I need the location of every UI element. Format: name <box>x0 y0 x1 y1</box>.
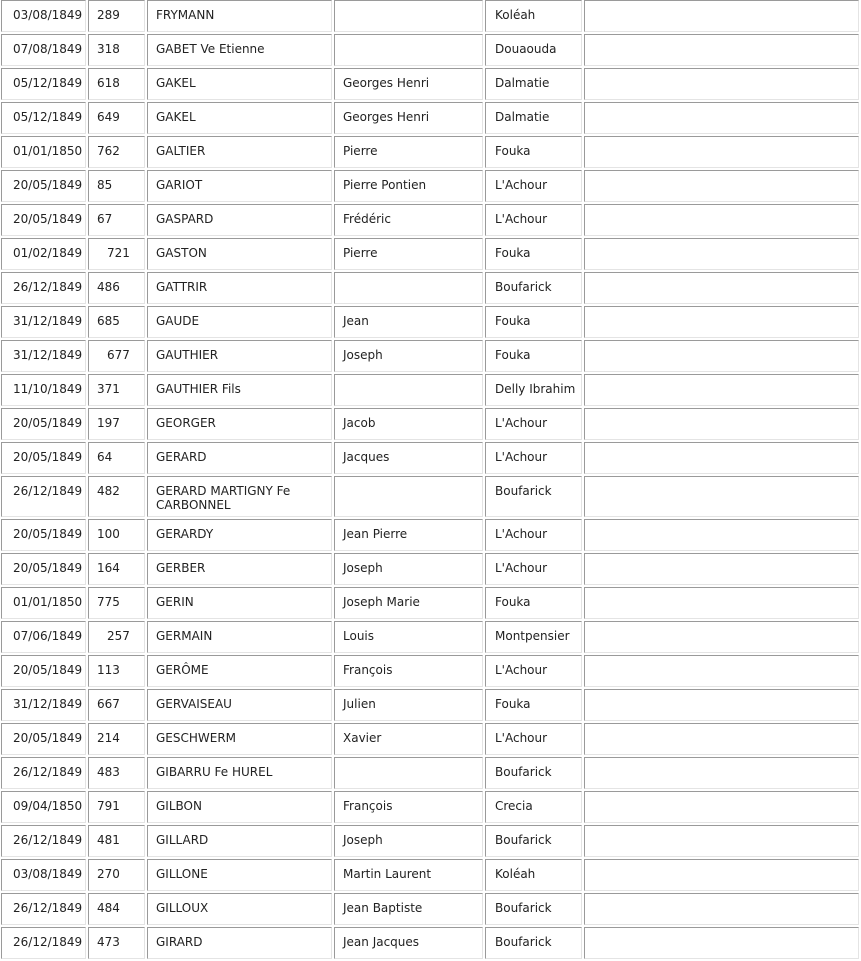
notes-cell <box>584 621 859 653</box>
firstname-cell: Jacques <box>334 442 483 474</box>
table-row <box>1 655 859 687</box>
date-cell: 31/12/1849 <box>1 306 86 338</box>
number-cell: 257 <box>88 621 145 653</box>
date-cell: 26/12/1849 <box>1 893 86 925</box>
table-row <box>1 553 859 585</box>
notes-cell <box>584 34 859 66</box>
place-cell: Dalmatie <box>485 68 582 100</box>
number-cell: 667 <box>88 689 145 721</box>
firstname-cell: Pierre <box>334 136 483 168</box>
date-cell: 09/04/1850 <box>1 791 86 823</box>
surname-cell: GAUTHIER <box>147 340 332 372</box>
place-cell: Fouka <box>485 689 582 721</box>
surname-cell: GILLONE <box>147 859 332 891</box>
surname-cell: FRYMANN <box>147 0 332 32</box>
surname-cell: GAUTHIER Fils <box>147 374 332 406</box>
place-cell: Fouka <box>485 238 582 270</box>
surname-cell: GILBON <box>147 791 332 823</box>
place-cell: Boufarick <box>485 893 582 925</box>
number-cell: 483 <box>88 757 145 789</box>
place-cell: Boufarick <box>485 927 582 959</box>
place-cell: L'Achour <box>485 408 582 440</box>
number-cell: 721 <box>88 238 145 270</box>
table-row <box>1 34 859 66</box>
table-row <box>1 621 859 653</box>
date-cell: 11/10/1849 <box>1 374 86 406</box>
surname-cell: GILLOUX <box>147 893 332 925</box>
number-cell: 100 <box>88 519 145 551</box>
number-cell: 775 <box>88 587 145 619</box>
surname-cell: GERARDY <box>147 519 332 551</box>
notes-cell <box>584 655 859 687</box>
surname-cell: GERARD <box>147 442 332 474</box>
number-cell: 289 <box>88 0 145 32</box>
table-row <box>1 757 859 789</box>
surname-cell: GERIN <box>147 587 332 619</box>
notes-cell <box>584 519 859 551</box>
place-cell: L'Achour <box>485 204 582 236</box>
table-row <box>1 204 859 236</box>
firstname-cell: Xavier <box>334 723 483 755</box>
place-cell: Boufarick <box>485 272 582 304</box>
table-row <box>1 893 859 925</box>
place-cell: Delly Ibrahim <box>485 374 582 406</box>
surname-cell: GASPARD <box>147 204 332 236</box>
firstname-cell: François <box>334 791 483 823</box>
date-cell: 20/05/1849 <box>1 170 86 202</box>
notes-cell <box>584 170 859 202</box>
date-cell: 31/12/1849 <box>1 689 86 721</box>
firstname-cell <box>334 374 483 406</box>
notes-cell <box>584 306 859 338</box>
number-cell: 113 <box>88 655 145 687</box>
place-cell: Fouka <box>485 340 582 372</box>
notes-cell <box>584 238 859 270</box>
firstname-cell <box>334 0 483 32</box>
number-cell: 85 <box>88 170 145 202</box>
place-cell: Boufarick <box>485 825 582 857</box>
place-cell: L'Achour <box>485 655 582 687</box>
surname-cell: GIRARD <box>147 927 332 959</box>
firstname-cell: Jean Baptiste <box>334 893 483 925</box>
notes-cell <box>584 553 859 585</box>
number-cell: 67 <box>88 204 145 236</box>
date-cell: 26/12/1849 <box>1 825 86 857</box>
table-row <box>1 272 859 304</box>
notes-cell <box>584 587 859 619</box>
number-cell: 214 <box>88 723 145 755</box>
firstname-cell: Louis <box>334 621 483 653</box>
surname-cell: GASTON <box>147 238 332 270</box>
firstname-cell: François <box>334 655 483 687</box>
date-cell: 05/12/1849 <box>1 102 86 134</box>
date-cell: 26/12/1849 <box>1 272 86 304</box>
date-cell: 20/05/1849 <box>1 442 86 474</box>
surname-cell: GERÔME <box>147 655 332 687</box>
firstname-cell: Georges Henri <box>334 102 483 134</box>
date-cell: 03/08/1849 <box>1 0 86 32</box>
notes-cell <box>584 0 859 32</box>
place-cell: Dalmatie <box>485 102 582 134</box>
date-cell: 20/05/1849 <box>1 204 86 236</box>
number-cell: 482 <box>88 476 145 517</box>
surname-cell: GAKEL <box>147 68 332 100</box>
table-row <box>1 442 859 474</box>
firstname-cell: Martin Laurent <box>334 859 483 891</box>
table-row <box>1 587 859 619</box>
table-row <box>1 238 859 270</box>
firstname-cell: Joseph <box>334 553 483 585</box>
firstname-cell: Georges Henri <box>334 68 483 100</box>
date-cell: 05/12/1849 <box>1 68 86 100</box>
firstname-cell: Pierre <box>334 238 483 270</box>
notes-cell <box>584 204 859 236</box>
table-row <box>1 306 859 338</box>
table-row <box>1 374 859 406</box>
surname-cell: GIBARRU Fe HUREL <box>147 757 332 789</box>
surname-cell: GATTRIR <box>147 272 332 304</box>
firstname-cell: Joseph <box>334 340 483 372</box>
notes-cell <box>584 102 859 134</box>
notes-cell <box>584 791 859 823</box>
table-row <box>1 519 859 551</box>
number-cell: 618 <box>88 68 145 100</box>
number-cell: 486 <box>88 272 145 304</box>
notes-cell <box>584 825 859 857</box>
number-cell: 762 <box>88 136 145 168</box>
table-row <box>1 136 859 168</box>
number-cell: 677 <box>88 340 145 372</box>
surname-cell: GAKEL <box>147 102 332 134</box>
firstname-cell: Pierre Pontien <box>334 170 483 202</box>
surname-cell: GALTIER <box>147 136 332 168</box>
place-cell: Fouka <box>485 587 582 619</box>
date-cell: 07/06/1849 <box>1 621 86 653</box>
firstname-cell: Frédéric <box>334 204 483 236</box>
number-cell: 791 <box>88 791 145 823</box>
firstname-cell: Jean Jacques <box>334 927 483 959</box>
surname-cell: GAUDE <box>147 306 332 338</box>
surname-cell: GERVAISEAU <box>147 689 332 721</box>
notes-cell <box>584 340 859 372</box>
table-row <box>1 825 859 857</box>
table-row <box>1 340 859 372</box>
firstname-cell: Jean <box>334 306 483 338</box>
number-cell: 484 <box>88 893 145 925</box>
table-row <box>1 476 859 517</box>
date-cell: 31/12/1849 <box>1 340 86 372</box>
number-cell: 197 <box>88 408 145 440</box>
place-cell: Boufarick <box>485 757 582 789</box>
surname-cell: GABET Ve Etienne <box>147 34 332 66</box>
number-cell: 481 <box>88 825 145 857</box>
date-cell: 20/05/1849 <box>1 655 86 687</box>
place-cell: Koléah <box>485 859 582 891</box>
table-row <box>1 791 859 823</box>
number-cell: 318 <box>88 34 145 66</box>
notes-cell <box>584 374 859 406</box>
place-cell: Koléah <box>485 0 582 32</box>
date-cell: 01/01/1850 <box>1 136 86 168</box>
table-row <box>1 927 859 959</box>
notes-cell <box>584 136 859 168</box>
date-cell: 20/05/1849 <box>1 553 86 585</box>
place-cell: L'Achour <box>485 553 582 585</box>
place-cell: L'Achour <box>485 170 582 202</box>
place-cell: L'Achour <box>485 442 582 474</box>
firstname-cell: Joseph Marie <box>334 587 483 619</box>
date-cell: 01/02/1849 <box>1 238 86 270</box>
date-cell: 07/08/1849 <box>1 34 86 66</box>
number-cell: 685 <box>88 306 145 338</box>
notes-cell <box>584 757 859 789</box>
place-cell: Fouka <box>485 136 582 168</box>
place-cell: Fouka <box>485 306 582 338</box>
notes-cell <box>584 927 859 959</box>
place-cell: Montpensier <box>485 621 582 653</box>
firstname-cell: Joseph <box>334 825 483 857</box>
firstname-cell <box>334 476 483 517</box>
place-cell: L'Achour <box>485 519 582 551</box>
surname-cell: GILLARD <box>147 825 332 857</box>
number-cell: 371 <box>88 374 145 406</box>
register-table-body <box>1 0 859 959</box>
number-cell: 270 <box>88 859 145 891</box>
date-cell: 26/12/1849 <box>1 757 86 789</box>
table-row <box>1 689 859 721</box>
date-cell: 20/05/1849 <box>1 519 86 551</box>
place-cell: Crecia <box>485 791 582 823</box>
notes-cell <box>584 442 859 474</box>
table-row <box>1 68 859 100</box>
notes-cell <box>584 408 859 440</box>
firstname-cell <box>334 272 483 304</box>
date-cell: 03/08/1849 <box>1 859 86 891</box>
notes-cell <box>584 859 859 891</box>
place-cell: Douaouda <box>485 34 582 66</box>
table-row <box>1 859 859 891</box>
date-cell: 20/05/1849 <box>1 723 86 755</box>
table-row <box>1 723 859 755</box>
date-cell: 26/12/1849 <box>1 476 86 517</box>
table-row <box>1 170 859 202</box>
place-cell: L'Achour <box>485 723 582 755</box>
number-cell: 649 <box>88 102 145 134</box>
notes-cell <box>584 272 859 304</box>
number-cell: 164 <box>88 553 145 585</box>
surname-cell: GARIOT <box>147 170 332 202</box>
notes-cell <box>584 689 859 721</box>
surname-cell: GERARD MARTIGNY Fe CARBONNEL <box>147 476 332 517</box>
notes-cell <box>584 723 859 755</box>
firstname-cell <box>334 757 483 789</box>
notes-cell <box>584 893 859 925</box>
table-row <box>1 0 859 32</box>
date-cell: 01/01/1850 <box>1 587 86 619</box>
surname-cell: GERMAIN <box>147 621 332 653</box>
date-cell: 26/12/1849 <box>1 927 86 959</box>
number-cell: 473 <box>88 927 145 959</box>
surname-cell: GERBER <box>147 553 332 585</box>
date-cell: 20/05/1849 <box>1 408 86 440</box>
number-cell: 64 <box>88 442 145 474</box>
firstname-cell <box>334 34 483 66</box>
firstname-cell: Julien <box>334 689 483 721</box>
table-row <box>1 102 859 134</box>
table-row <box>1 408 859 440</box>
surname-cell: GEORGER <box>147 408 332 440</box>
firstname-cell: Jacob <box>334 408 483 440</box>
notes-cell <box>584 476 859 517</box>
surname-cell: GESCHWERM <box>147 723 332 755</box>
notes-cell <box>584 68 859 100</box>
place-cell: Boufarick <box>485 476 582 517</box>
firstname-cell: Jean Pierre <box>334 519 483 551</box>
